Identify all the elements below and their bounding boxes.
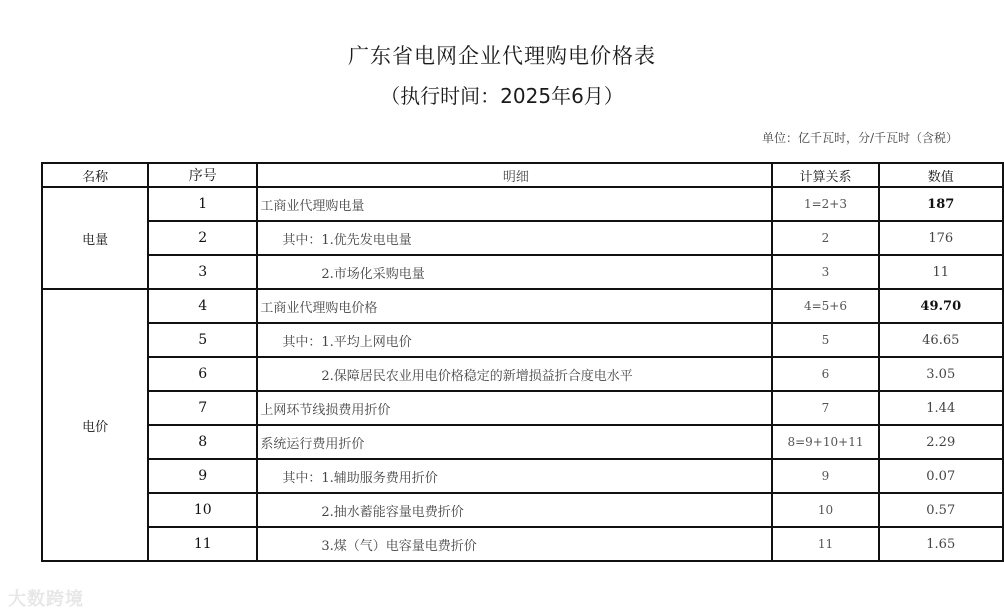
calc-cell: 1=2+3 — [772, 187, 878, 221]
calc-cell: 10 — [772, 493, 878, 527]
value-cell: 11 — [879, 255, 1003, 289]
detail-cell: 工商业代理购电量 — [257, 187, 772, 221]
calc-cell: 5 — [772, 323, 878, 357]
detail-cell: 2.保障居民农业用电价格稳定的新增损益折合度电水平 — [257, 357, 772, 391]
header-calc: 计算关系 — [772, 163, 878, 187]
seq-cell: 2 — [148, 221, 257, 255]
table-row — [42, 255, 1003, 289]
group-name-cell: 电价 — [42, 289, 148, 561]
seq-cell: 7 — [148, 391, 257, 425]
value-cell: 49.70 — [879, 289, 1003, 323]
detail-cell: 上网环节线损费用折价 — [257, 391, 772, 425]
value-cell: 0.57 — [879, 493, 1003, 527]
detail-cell: 其中：1.平均上网电价 — [257, 323, 772, 357]
group-name-cell: 电量 — [42, 187, 148, 289]
seq-cell: 8 — [148, 425, 257, 459]
calc-cell: 3 — [772, 255, 878, 289]
seq-cell: 5 — [148, 323, 257, 357]
detail-cell: 2.抽水蓄能容量电费折价 — [257, 493, 772, 527]
seq-cell: 10 — [148, 493, 257, 527]
calc-cell: 6 — [772, 357, 878, 391]
table-row — [42, 357, 1003, 391]
seq-cell: 3 — [148, 255, 257, 289]
value-cell: 1.44 — [879, 391, 1003, 425]
detail-cell: 系统运行费用折价 — [257, 425, 772, 459]
table-row — [42, 425, 1003, 459]
header-name: 名称 — [42, 163, 148, 187]
value-cell: 0.07 — [879, 459, 1003, 493]
seq-cell: 4 — [148, 289, 257, 323]
calc-cell: 4=5+6 — [772, 289, 878, 323]
detail-cell: 其中：1.优先发电电量 — [257, 221, 772, 255]
table-row — [42, 391, 1003, 425]
detail-cell: 工商业代理购电价格 — [257, 289, 772, 323]
seq-cell: 6 — [148, 357, 257, 391]
value-cell: 176 — [879, 221, 1003, 255]
calc-cell: 8=9+10+11 — [772, 425, 878, 459]
seq-cell: 11 — [148, 527, 257, 561]
table-row — [42, 187, 1003, 221]
seq-cell: 9 — [148, 459, 257, 493]
header-detail: 明细 — [257, 163, 772, 187]
page-title: 广东省电网企业代理购电价格表 — [348, 44, 656, 68]
seq-cell: 1 — [148, 187, 257, 221]
value-cell: 2.29 — [879, 425, 1003, 459]
table-row — [42, 493, 1003, 527]
value-cell: 1.65 — [879, 527, 1003, 561]
calc-cell: 7 — [772, 391, 878, 425]
table-row — [42, 527, 1003, 561]
table-header-row — [42, 163, 1003, 187]
calc-cell: 9 — [772, 459, 878, 493]
calc-cell: 11 — [772, 527, 878, 561]
value-cell: 187 — [879, 187, 1003, 221]
table-row — [42, 221, 1003, 255]
table-row — [42, 459, 1003, 493]
price-table — [41, 162, 1004, 562]
detail-cell: 其中：1.辅助服务费用折价 — [257, 459, 772, 493]
page-subtitle: （执行时间：2025年6月） — [380, 84, 624, 108]
table-row — [42, 289, 1003, 323]
header-value: 数值 — [879, 163, 1003, 187]
detail-cell: 2.市场化采购电量 — [257, 255, 772, 289]
detail-cell: 3.煤（气）电容量电费折价 — [257, 527, 772, 561]
value-cell: 3.05 — [879, 357, 1003, 391]
calc-cell: 2 — [772, 221, 878, 255]
watermark-logo: 大数跨境 — [8, 589, 84, 610]
unit-note: 单位：亿千瓦时，分/千瓦时（含税） — [761, 131, 958, 145]
table-row — [42, 323, 1003, 357]
header-seq: 序号 — [148, 163, 257, 187]
value-cell: 46.65 — [879, 323, 1003, 357]
